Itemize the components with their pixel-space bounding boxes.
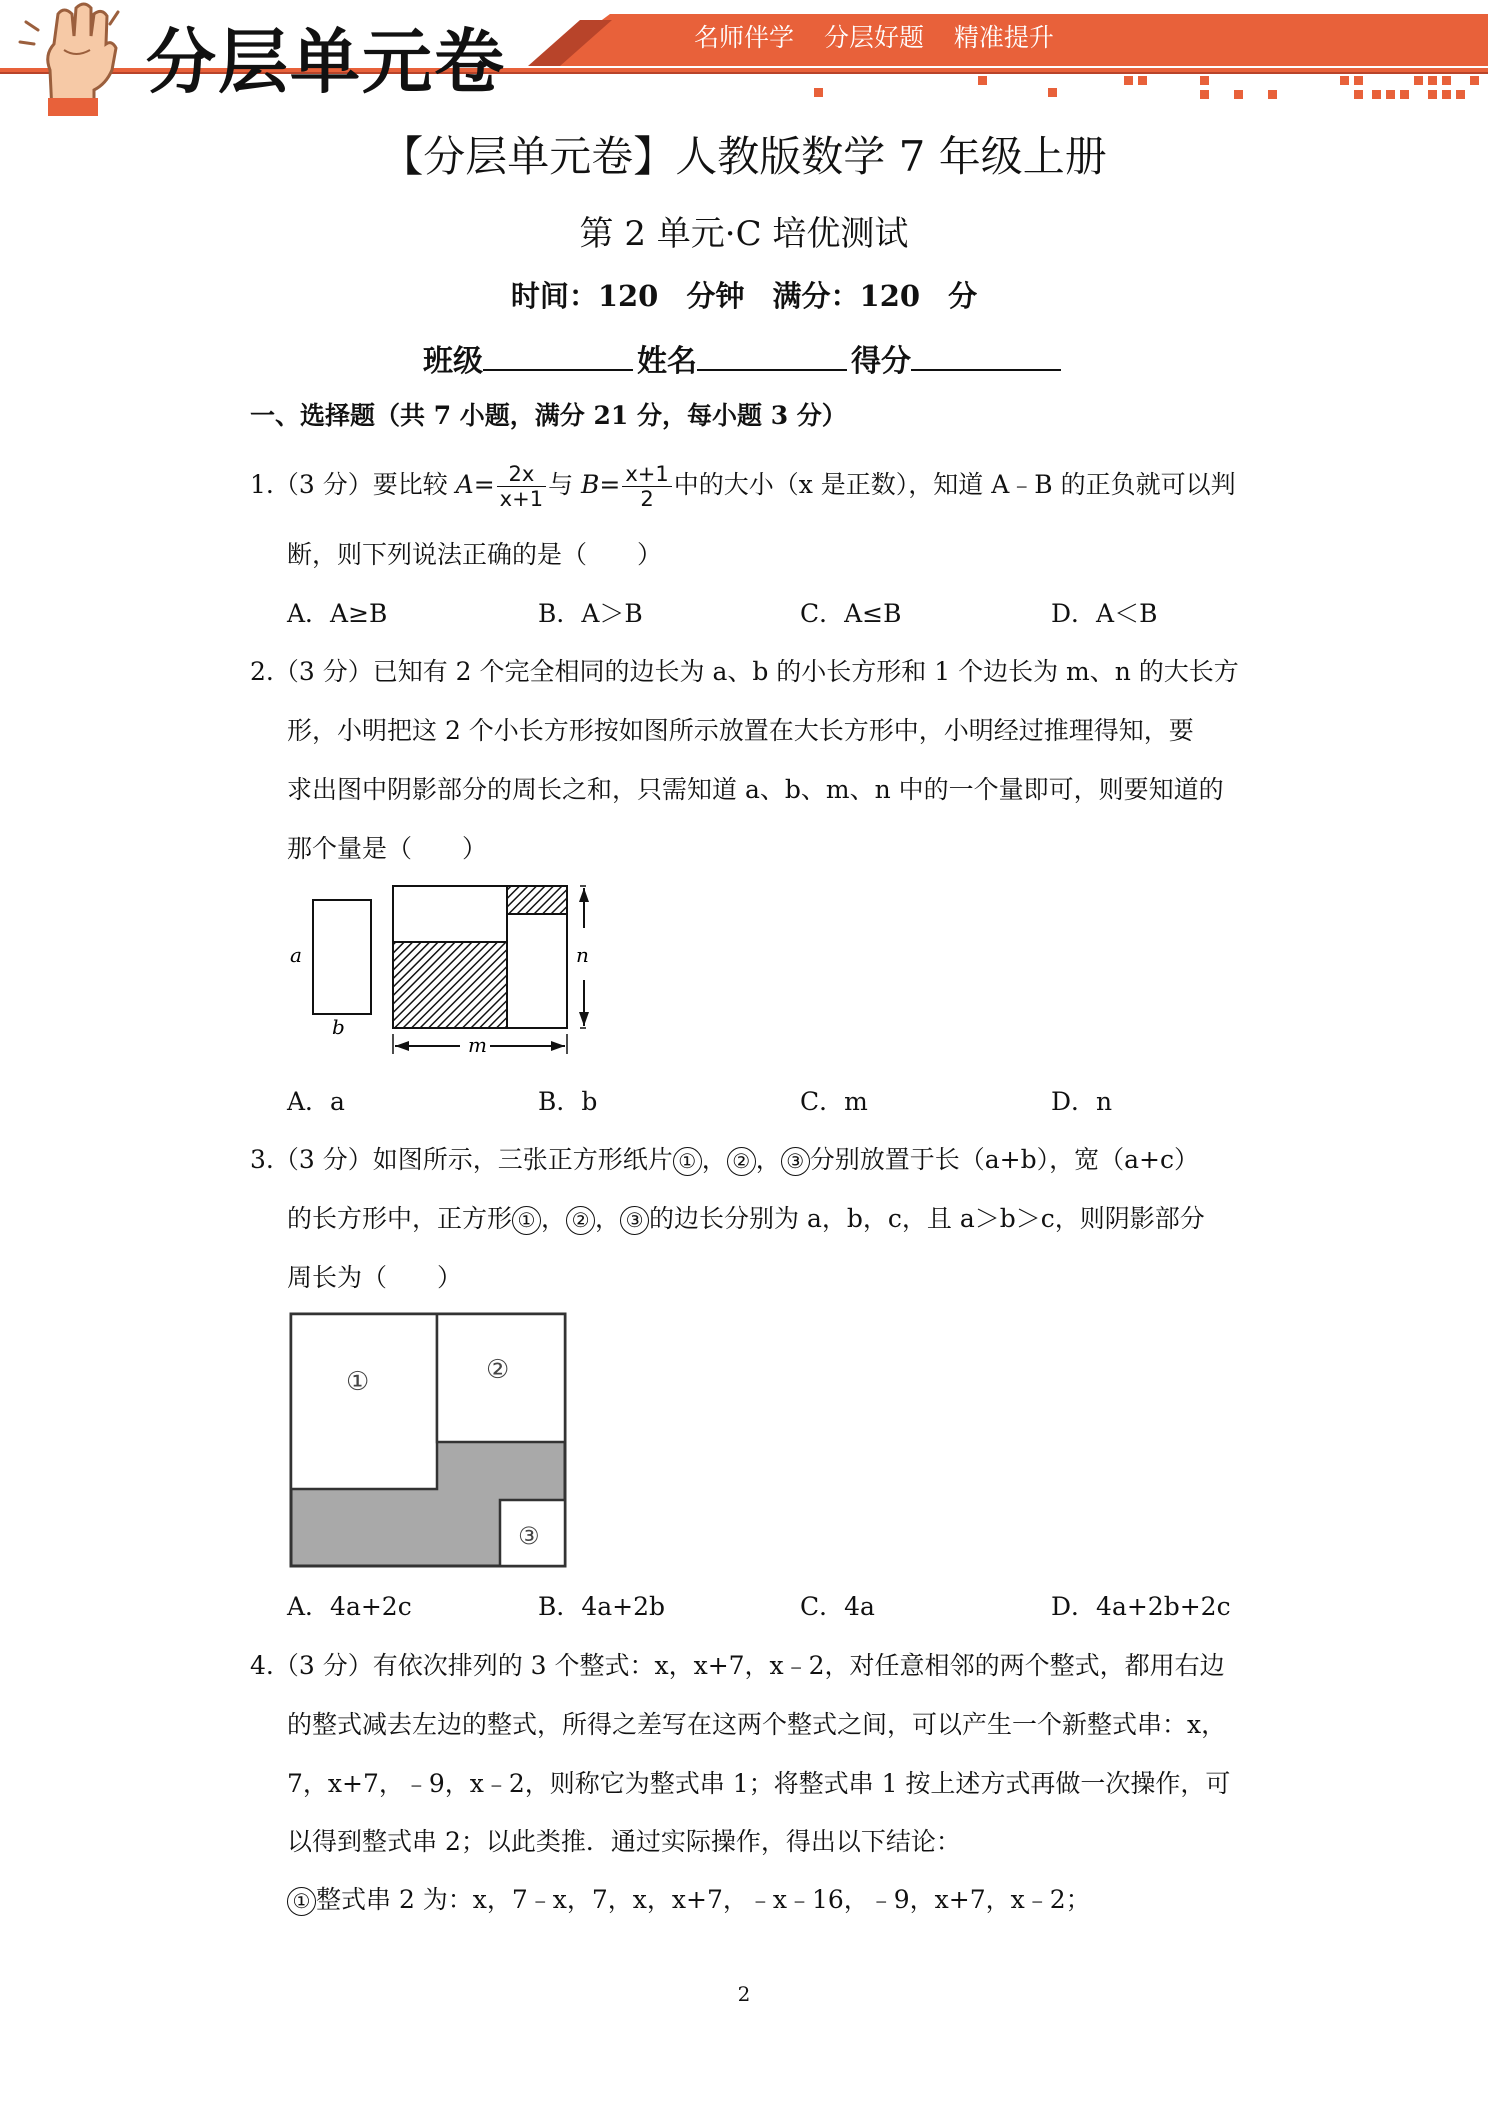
question-2-line-3: 求出图中阴影部分的周长之和，只需知道 a、b、m、n 中的一个量即可，则要知道的: [287, 775, 1224, 804]
q2-option-d[interactable]: D．n: [1051, 1087, 1113, 1116]
circle-2-icon: ②: [727, 1147, 756, 1176]
q1-tail: 中的大小（x 是正数），知道 A﹣B 的正负就可以判: [673, 470, 1236, 499]
q3-label-1: ①: [346, 1367, 370, 1397]
q1-a-label: A=: [455, 470, 495, 499]
q2-figure: [280, 870, 620, 1070]
q3-label-3: ③: [518, 1522, 540, 1550]
q3-line2-lead: 的长方形中，正方形: [287, 1204, 513, 1233]
question-1-line-1: [250, 462, 1236, 511]
q2-label-b: b: [332, 1015, 345, 1039]
circle-3-icon: ③: [781, 1147, 810, 1176]
question-4-line-2: 的整式减去左边的整式，所得之差写在这两个整式之间，可以产生一个新整式串：x，: [287, 1710, 1227, 1739]
q3-line2-tail: 的边长分别为 a，b，c，且 a＞b＞c，则阴影部分: [649, 1204, 1205, 1233]
q2-label-n: n: [576, 943, 589, 967]
q2-label-m: m: [468, 1033, 487, 1057]
q3-label-2: ②: [486, 1355, 510, 1385]
q2-shaded-top-right: [507, 886, 567, 914]
class-blank: [483, 341, 633, 371]
page-number: 2: [737, 1982, 751, 2006]
q1-b-denominator: 2: [640, 487, 654, 511]
name-blank: [697, 341, 847, 371]
q2-small-rectangle: [313, 900, 371, 1014]
q1-a-denominator: x+1: [499, 487, 544, 511]
header-slogan: 名师伴学 分层好题 精准提升: [694, 23, 1054, 52]
question-2-line-4: 那个量是（ ）: [287, 834, 488, 863]
q2-option-c[interactable]: C．m: [800, 1087, 868, 1116]
circle-1-icon: ①: [673, 1147, 702, 1176]
q3-option-c[interactable]: C．4a: [800, 1592, 875, 1621]
circle-1-icon: ①: [512, 1206, 541, 1235]
q2-shaded-left: [393, 942, 507, 1028]
score-blank: [911, 341, 1061, 371]
q3-line1-tail: 分别放置于长（a+b），宽（a+c）: [809, 1145, 1199, 1174]
question-2-line-2: 形，小明把这 2 个小长方形按如图所示放置在大长方形中，小明经过推理得知，要: [287, 716, 1194, 745]
q1-fraction-b: [622, 462, 671, 511]
document-title: 【分层单元卷】人教版数学 7 年级上册: [381, 132, 1107, 181]
q3-option-b[interactable]: B．4a+2b: [538, 1592, 666, 1621]
question-4-conclusion-1: [287, 1880, 1091, 1916]
question-4-line-3: 7，x+7，﹣9，x﹣2，则称它为整式串 1；将整式串 1 按上述方式再做一次操作，可: [287, 1769, 1231, 1798]
name-label: 姓名: [637, 344, 697, 379]
q4-conclusion-text: 整式串 2 为：x，7﹣x，7，x，x+7，﹣x﹣16，﹣9，x+7，x﹣2；: [316, 1885, 1091, 1914]
q3-figure: [286, 1310, 572, 1572]
q1-b-numerator: x+1: [622, 462, 671, 487]
q3-square-1: [291, 1314, 437, 1489]
q1-lead: 1.（3 分）要比较: [250, 470, 456, 499]
document-subtitle: 第 2 单元·C 培优测试: [579, 214, 909, 254]
q2-vertical-small-rectangle: [507, 914, 567, 1028]
q1-option-a[interactable]: A．A≥B: [287, 599, 388, 628]
circle-3-icon: ③: [620, 1206, 649, 1235]
q2-option-b[interactable]: B．b: [538, 1087, 598, 1116]
question-3-line-1: 3.（3 分）如图所示，三张正方形纸片 ① ， ② ， ③ 分别放置于长（a+b），宽（a+c）: [250, 1145, 1199, 1174]
q1-option-c[interactable]: C．A≤B: [800, 599, 902, 628]
q2-label-a: a: [290, 943, 302, 967]
question-3-line-3: 周长为（ ）: [287, 1263, 463, 1292]
q1-option-d[interactable]: D．A＜B: [1051, 599, 1158, 628]
exam-meta: 时间：120 分钟 满分：120 分: [510, 279, 978, 313]
q3-line1-lead: 3.（3 分）如图所示，三张正方形纸片: [250, 1145, 673, 1174]
q2-option-a[interactable]: A．a: [287, 1087, 345, 1116]
section-heading: 一、选择题（共 7 小题，满分 21 分，每小题 3 分）: [250, 401, 847, 430]
q1-option-b[interactable]: B．A＞B: [538, 599, 643, 628]
question-3-line-2: 的长方形中，正方形 ① ， ② ， ③ 的边长分别为 a，b，c，且 a＞b＞c，则阴影部分: [287, 1204, 1205, 1233]
question-4-line-4: 以得到整式串 2；以此类推．通过实际操作，得出以下结论：: [287, 1827, 961, 1856]
class-label: 班级: [423, 344, 483, 379]
q1-fraction-a: [497, 462, 546, 511]
page-header: [0, 0, 1488, 120]
score-label: 得分: [851, 344, 911, 379]
question-2-line-1: 2.（3 分）已知有 2 个完全相同的边长为 a、b 的小长方形和 1 个边长为 m、n 的大长方: [250, 657, 1239, 686]
brand-title: 分层单元卷: [146, 21, 506, 103]
q1-b-label: B=: [581, 470, 621, 499]
question-4-line-1: 4.（3 分）有依次排列的 3 个整式：x，x+7，x﹣2，对任意相邻的两个整式，都用右边: [250, 1651, 1225, 1680]
q1-mid: 与: [548, 470, 582, 499]
q3-option-a[interactable]: A．4a+2c: [287, 1592, 412, 1621]
circle-2-icon: ②: [566, 1206, 595, 1235]
question-1-line-2: 断，则下列说法正确的是（ ）: [287, 540, 663, 569]
q3-option-d[interactable]: D．4a+2b+2c: [1051, 1592, 1231, 1621]
student-info-line: [0, 336, 1488, 380]
circle-1-icon: ①: [287, 1887, 316, 1916]
q1-a-numerator: 2x: [497, 462, 546, 487]
fist-logo-icon: [14, 0, 124, 118]
